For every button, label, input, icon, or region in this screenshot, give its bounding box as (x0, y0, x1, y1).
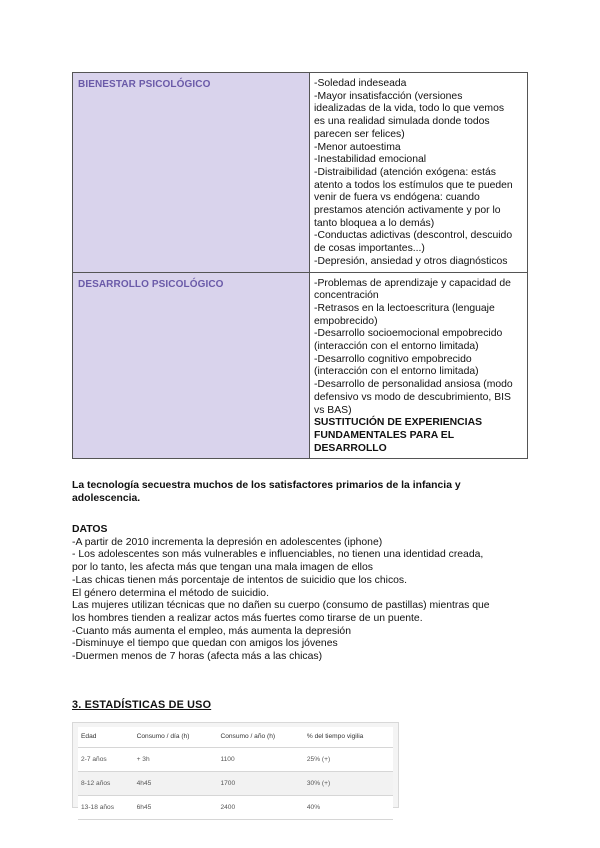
datos-line: los hombres tienden a realizar actos más fuertes como tirarse de un puente. (72, 612, 423, 624)
stats-cell: 4h45 (134, 772, 218, 796)
content-line-bold: FUNDAMENTALES PARA EL (314, 429, 455, 441)
table-row (78, 796, 393, 820)
stats-image (72, 722, 399, 811)
content-line: -Desarrollo cognitivo empobrecido (314, 353, 472, 365)
stats-header-cell: Edad (78, 727, 134, 748)
stats-cell: 1100 (217, 748, 303, 772)
section-title: 3. ESTADÍSTICAS DE USO (72, 699, 212, 711)
row-label: BIENESTAR PSICOLÓGICO (73, 73, 310, 273)
summary-line: adolescencia. (72, 492, 141, 504)
datos-line: -Cuanto más aumenta el empleo, más aumenta la depresión (72, 625, 351, 637)
stats-cell: 25% (+) (304, 748, 393, 772)
datos-line: - Los adolescentes son más vulnerables e influenciables, no tienen una identidad creada, (72, 549, 484, 561)
content-line: venir de fuera vs endógena: cuando (314, 192, 480, 204)
stats-table (78, 727, 393, 820)
stats-cell: + 3h (134, 748, 218, 772)
content-line: es una realidad simulada donde todos (314, 116, 490, 128)
content-line: -Distraibilidad (atención exógena: estás (314, 166, 496, 178)
stats-cell: 30% (+) (304, 772, 393, 796)
table-row (78, 772, 393, 796)
table-row (73, 73, 528, 273)
stats-cell: 2400 (217, 796, 303, 820)
content-line: empobrecido) (314, 315, 378, 327)
summary-line: La tecnología secuestra muchos de los satisfactores primarios de la infancia y (72, 480, 461, 491)
datos-line: El género determina el método de suicidio. (72, 587, 269, 599)
content-line: vs BAS) (314, 404, 352, 416)
content-line: concentración (314, 290, 379, 302)
content-line: -Conductas adictivas (descontrol, descuido (314, 230, 513, 242)
content-line: atento a todos los estímulos que te pueden (314, 179, 513, 191)
row-content (310, 73, 528, 273)
summary-paragraph (72, 480, 532, 505)
row-label: DESARROLLO PSICOLÓGICO (73, 272, 310, 459)
content-line: de cosas importantes...) (314, 243, 425, 255)
stats-header-cell: Consumo / año (h) (217, 727, 303, 748)
stats-cell: 40% (304, 796, 393, 820)
content-line: -Desarrollo socioemocional empobrecido (314, 328, 503, 340)
content-line: -Menor autoestima (314, 141, 401, 153)
content-line: defensivo vs modo de descubrimiento, BIS (314, 391, 511, 403)
datos-section (72, 524, 532, 664)
datos-line: -A partir de 2010 incrementa la depresión en adolescentes (iphone) (72, 536, 383, 548)
stats-header-row (78, 727, 393, 748)
content-line: prestamos atención activamente y por lo (314, 205, 501, 217)
content-line: -Inestabilidad emocional (314, 154, 427, 166)
stats-cell: 6h45 (134, 796, 218, 820)
content-line: -Retrasos en la lectoescritura (lenguaje (314, 302, 495, 314)
content-line: tanto bloquea a lo demás) (314, 217, 435, 229)
datos-heading: DATOS (72, 524, 108, 535)
content-line: parecen ser felices) (314, 128, 405, 140)
effects-table (72, 72, 528, 459)
stats-cell: 8-12 años (78, 772, 134, 796)
table-row (73, 272, 528, 459)
stats-cell: 13-18 años (78, 796, 134, 820)
datos-line: -Duermen menos de 7 horas (afecta más a las chicas) (72, 651, 323, 663)
stats-cell: 1700 (217, 772, 303, 796)
content-line: -Depresión, ansiedad y otros diagnósticos (314, 255, 508, 267)
content-line-bold: SUSTITUCIÓN DE EXPERIENCIAS (314, 417, 483, 429)
content-line: -Mayor insatisfacción (versiones (314, 90, 463, 102)
datos-line: Las mujeres utilizan técnicas que no dañen su cuerpo (consumo de pastillas) mientras que (72, 600, 490, 612)
table-row (78, 748, 393, 772)
datos-line: por lo tanto, les afecta más que tengan una mala imagen de ellos (72, 562, 373, 574)
row-content (310, 272, 528, 459)
content-line-bold: DESARROLLO (314, 442, 387, 454)
content-line: -Problemas de aprendizaje y capacidad de (314, 277, 511, 289)
content-line: idealizadas de la vida, todo lo que vemos (314, 103, 505, 115)
stats-header-cell: Consumo / día (h) (134, 727, 218, 748)
datos-line: -Disminuye el tiempo que quedan con amigos los jóvenes (72, 638, 338, 650)
datos-line: -Las chicas tienen más porcentaje de intentos de suicidio que los chicos. (72, 574, 408, 586)
section-heading (72, 699, 532, 712)
stats-cell: 2-7 años (78, 748, 134, 772)
stats-header-cell: % del tiempo vigilia (304, 727, 393, 748)
content-line: (interacción con el entorno limitada) (314, 341, 479, 353)
content-line: (interacción con el entorno limitada) (314, 366, 479, 378)
content-line: -Soledad indeseada (314, 78, 407, 89)
content-line: -Desarrollo de personalidad ansiosa (modo (314, 379, 513, 391)
